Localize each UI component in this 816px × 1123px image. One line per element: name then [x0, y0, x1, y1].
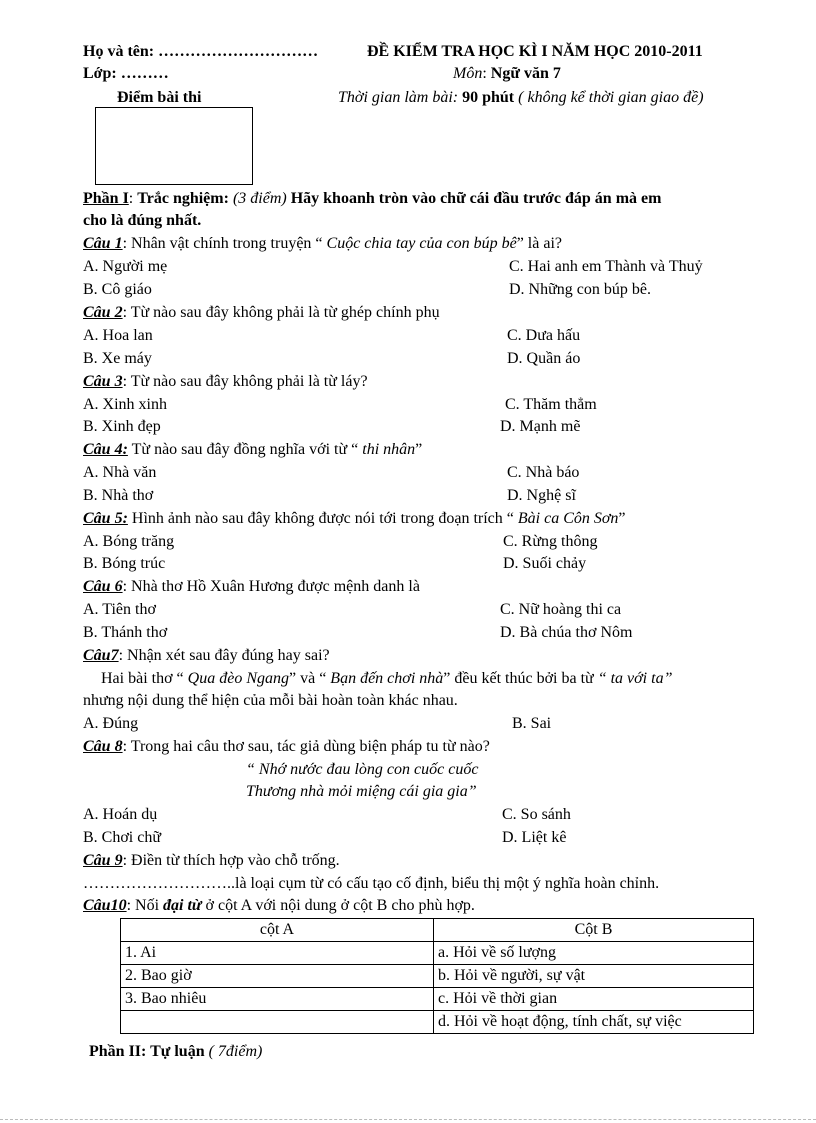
page-bottom-rule	[0, 1119, 816, 1120]
question-4	[83, 440, 422, 460]
part1-instruction-cont: cho là đúng nhất.	[83, 212, 202, 229]
fill-sentence: là loại cụm từ có cấu tạo cố định, biểu thị một ý nghĩa hoàn chỉnh.	[235, 875, 660, 892]
table-row	[121, 942, 754, 965]
quoted-word: thi nhân	[362, 441, 416, 458]
question-label: Câu7	[83, 647, 119, 664]
q5-option-c[interactable]: C. Rừng thông	[503, 533, 598, 550]
question-text: : Điền từ thích hợp vào chỗ trống.	[122, 852, 340, 869]
part2-points: ( 7điểm)	[208, 1043, 263, 1060]
question-text-end: ”	[415, 441, 423, 458]
question-label: Câu 1	[83, 235, 123, 252]
question-3	[83, 372, 368, 392]
question-label: Câu10	[83, 897, 127, 914]
column-b-cell[interactable]: b. Hỏi về người, sự vật	[434, 965, 754, 988]
question-text: : Từ nào sau đây không phải là từ ghép chính phụ	[122, 304, 440, 321]
part1-instruction: Hãy khoanh tròn vào chữ cái đầu trước đáp án mà em	[290, 190, 662, 207]
score-label: Điểm bài thi	[117, 89, 202, 106]
q6-option-d[interactable]: D. Bà chúa thơ Nôm	[500, 624, 633, 641]
question-6	[83, 577, 420, 597]
part1-title: Phần I	[83, 190, 129, 207]
q7-statement-cont: nhưng nội dung thể hiện của mỗi bài hoàn toàn khác nhau.	[83, 692, 458, 709]
statement-part: ” đều kết thúc bởi ba từ	[443, 670, 598, 687]
question-label: Câu 3	[83, 373, 123, 390]
q9-fill-line	[83, 874, 659, 894]
poem-title-1: Qua đèo Ngang	[187, 670, 289, 687]
subject-label: Môn	[453, 65, 483, 82]
fill-blank[interactable]: ………………………..	[83, 875, 235, 892]
q6-option-b[interactable]: B. Thánh thơ	[83, 624, 168, 641]
statement-part: ” và “	[288, 670, 331, 687]
table-row	[121, 1011, 754, 1034]
question-text: : Nối	[126, 897, 164, 914]
q4-option-a[interactable]: A. Nhà văn	[83, 464, 157, 481]
question-label: Câu 9	[83, 852, 123, 869]
question-8	[83, 737, 490, 757]
column-a-cell[interactable]: 1. Ai	[121, 942, 434, 965]
q2-option-b[interactable]: B. Xe máy	[83, 350, 152, 367]
class-label: Lớp:	[83, 65, 117, 82]
statement-part: Hai bài thơ “	[101, 670, 188, 687]
question-text: : Trong hai câu thơ sau, tác giả dùng biện pháp tu từ nào?	[122, 738, 490, 755]
exam-title: ĐỀ KIỂM TRA HỌC KÌ I NĂM HỌC 2010-2011	[367, 43, 703, 60]
column-a-cell[interactable]	[121, 1011, 434, 1034]
q1-option-d[interactable]: D. Những con búp bê.	[509, 281, 651, 298]
class-field	[83, 64, 169, 84]
name-field	[83, 42, 318, 62]
q5-option-a[interactable]: A. Bóng trăng	[83, 533, 175, 550]
part1-points: (3 điểm)	[232, 190, 287, 207]
verse-line-2: Thương nhà mỏi miệng cái gia gia”	[246, 783, 477, 800]
q4-option-d[interactable]: D. Nghệ sĩ	[507, 487, 576, 504]
table-row	[121, 988, 754, 1011]
q3-option-a[interactable]: A. Xinh xinh	[83, 396, 167, 413]
question-text: : Nhân vật chính trong truyện “	[122, 235, 327, 252]
q1-option-a[interactable]: A. Người mẹ	[83, 258, 168, 275]
q2-option-c[interactable]: C. Dưa hấu	[507, 327, 581, 344]
subject-value: Ngữ văn 7	[490, 65, 561, 82]
q1-option-b[interactable]: B. Cô giáo	[83, 281, 152, 298]
q8-option-b[interactable]: B. Chơi chữ	[83, 829, 162, 846]
q2-option-d[interactable]: D. Quần áo	[507, 350, 581, 367]
column-b-cell[interactable]: a. Hỏi về số lượng	[434, 942, 754, 965]
subject-line: Môn: Ngữ văn 7	[453, 65, 561, 82]
question-label: Câu 5:	[83, 510, 128, 527]
question-text: Từ nào sau đây đồng nghĩa với từ “	[127, 441, 363, 458]
table-header-row	[121, 919, 754, 942]
q3-option-c[interactable]: C. Thăm thẳm	[505, 396, 597, 413]
q4-option-b[interactable]: B. Nhà thơ	[83, 487, 154, 504]
verse-line-1: “ Nhớ nước đau lòng con cuốc cuốc	[246, 761, 479, 778]
score-box	[95, 107, 253, 185]
question-9	[83, 851, 340, 871]
column-b-cell[interactable]: c. Hỏi về thời gian	[434, 988, 754, 1011]
question-10	[83, 896, 475, 916]
q3-option-b[interactable]: B. Xinh đẹp	[83, 418, 161, 435]
question-5	[83, 509, 626, 529]
question-label: Câu 8	[83, 738, 123, 755]
question-text: : Nhận xét sau đây đúng hay sai?	[118, 647, 330, 664]
time-note: ( không kể thời gian giao đề)	[518, 89, 704, 106]
time-line	[338, 88, 704, 108]
q4-option-c[interactable]: C. Nhà báo	[507, 464, 580, 481]
q5-option-b[interactable]: B. Bóng trúc	[83, 555, 166, 572]
table-row	[121, 965, 754, 988]
name-label: Họ và tên:	[83, 43, 155, 60]
q7-option-b[interactable]: B. Sai	[512, 715, 552, 732]
part2-title: Phần II	[89, 1043, 142, 1060]
q8-option-a[interactable]: A. Hoán dụ	[83, 806, 158, 823]
column-b-cell[interactable]: d. Hỏi về hoạt động, tính chất, sự việc	[434, 1011, 754, 1034]
q8-option-c[interactable]: C. So sánh	[502, 806, 571, 823]
part2-heading	[89, 1042, 262, 1062]
column-a-header: cột A	[121, 919, 434, 942]
question-1	[83, 234, 562, 254]
column-a-cell[interactable]: 3. Bao nhiêu	[121, 988, 434, 1011]
part1-name: Trắc nghiệm:	[137, 190, 229, 207]
column-b-header: Cột B	[434, 919, 754, 942]
time-value: 90 phút	[462, 89, 515, 106]
question-text-end: ở cột A với nội dung ở cột B cho phù hợp.	[201, 897, 475, 914]
part1-heading: Phần I: Trắc nghiệm: (3 điểm) Hãy khoanh tròn vào chữ cái đầu trước đáp án mà em	[83, 190, 662, 207]
story-title: Cuộc chia tay của con búp bê	[326, 235, 517, 252]
poem-title-2: Bạn đến chơi nhà	[330, 670, 444, 687]
q2-option-a[interactable]: A. Hoa lan	[83, 327, 153, 344]
question-label: Câu 2	[83, 304, 123, 321]
question-label: Câu 6	[83, 578, 123, 595]
q3-option-d[interactable]: D. Mạnh mẽ	[500, 418, 581, 435]
question-text: Hình ảnh nào sau đây không được nói tới trong đoạn trích “	[127, 510, 518, 527]
q6-option-c[interactable]: C. Nữ hoàng thi ca	[500, 601, 622, 618]
q5-option-d[interactable]: D. Suối chảy	[503, 555, 587, 572]
question-text: : Từ nào sau đây không phải là từ láy?	[122, 373, 368, 390]
part2-name: : Tự luận	[141, 1043, 205, 1060]
question-7	[83, 646, 330, 666]
question-label: Câu 4:	[83, 441, 128, 458]
column-a-cell[interactable]: 2. Bao giờ	[121, 965, 434, 988]
time-label: Thời gian làm bài:	[338, 89, 459, 106]
q6-option-a[interactable]: A. Tiên thơ	[83, 601, 156, 618]
q8-option-d[interactable]: D. Liệt kê	[502, 829, 567, 846]
emphasized-term: đại từ	[163, 897, 202, 914]
class-blank: ………	[120, 65, 169, 82]
question-text: : Nhà thơ Hồ Xuân Hương được mệnh danh là	[122, 578, 420, 595]
matching-table	[120, 918, 754, 1034]
question-text-end: ” là ai?	[516, 235, 562, 252]
question-2	[83, 303, 440, 323]
q7-option-a[interactable]: A. Đúng	[83, 715, 139, 732]
quoted-phrase: “ ta với ta”	[597, 670, 673, 687]
excerpt-title: Bài ca Côn Sơn	[517, 510, 619, 527]
question-text-end: ”	[618, 510, 626, 527]
name-blank: …………………………	[158, 43, 319, 60]
q7-statement	[101, 669, 672, 689]
q1-option-c[interactable]: C. Hai anh em Thành và Thuỷ	[509, 258, 703, 275]
